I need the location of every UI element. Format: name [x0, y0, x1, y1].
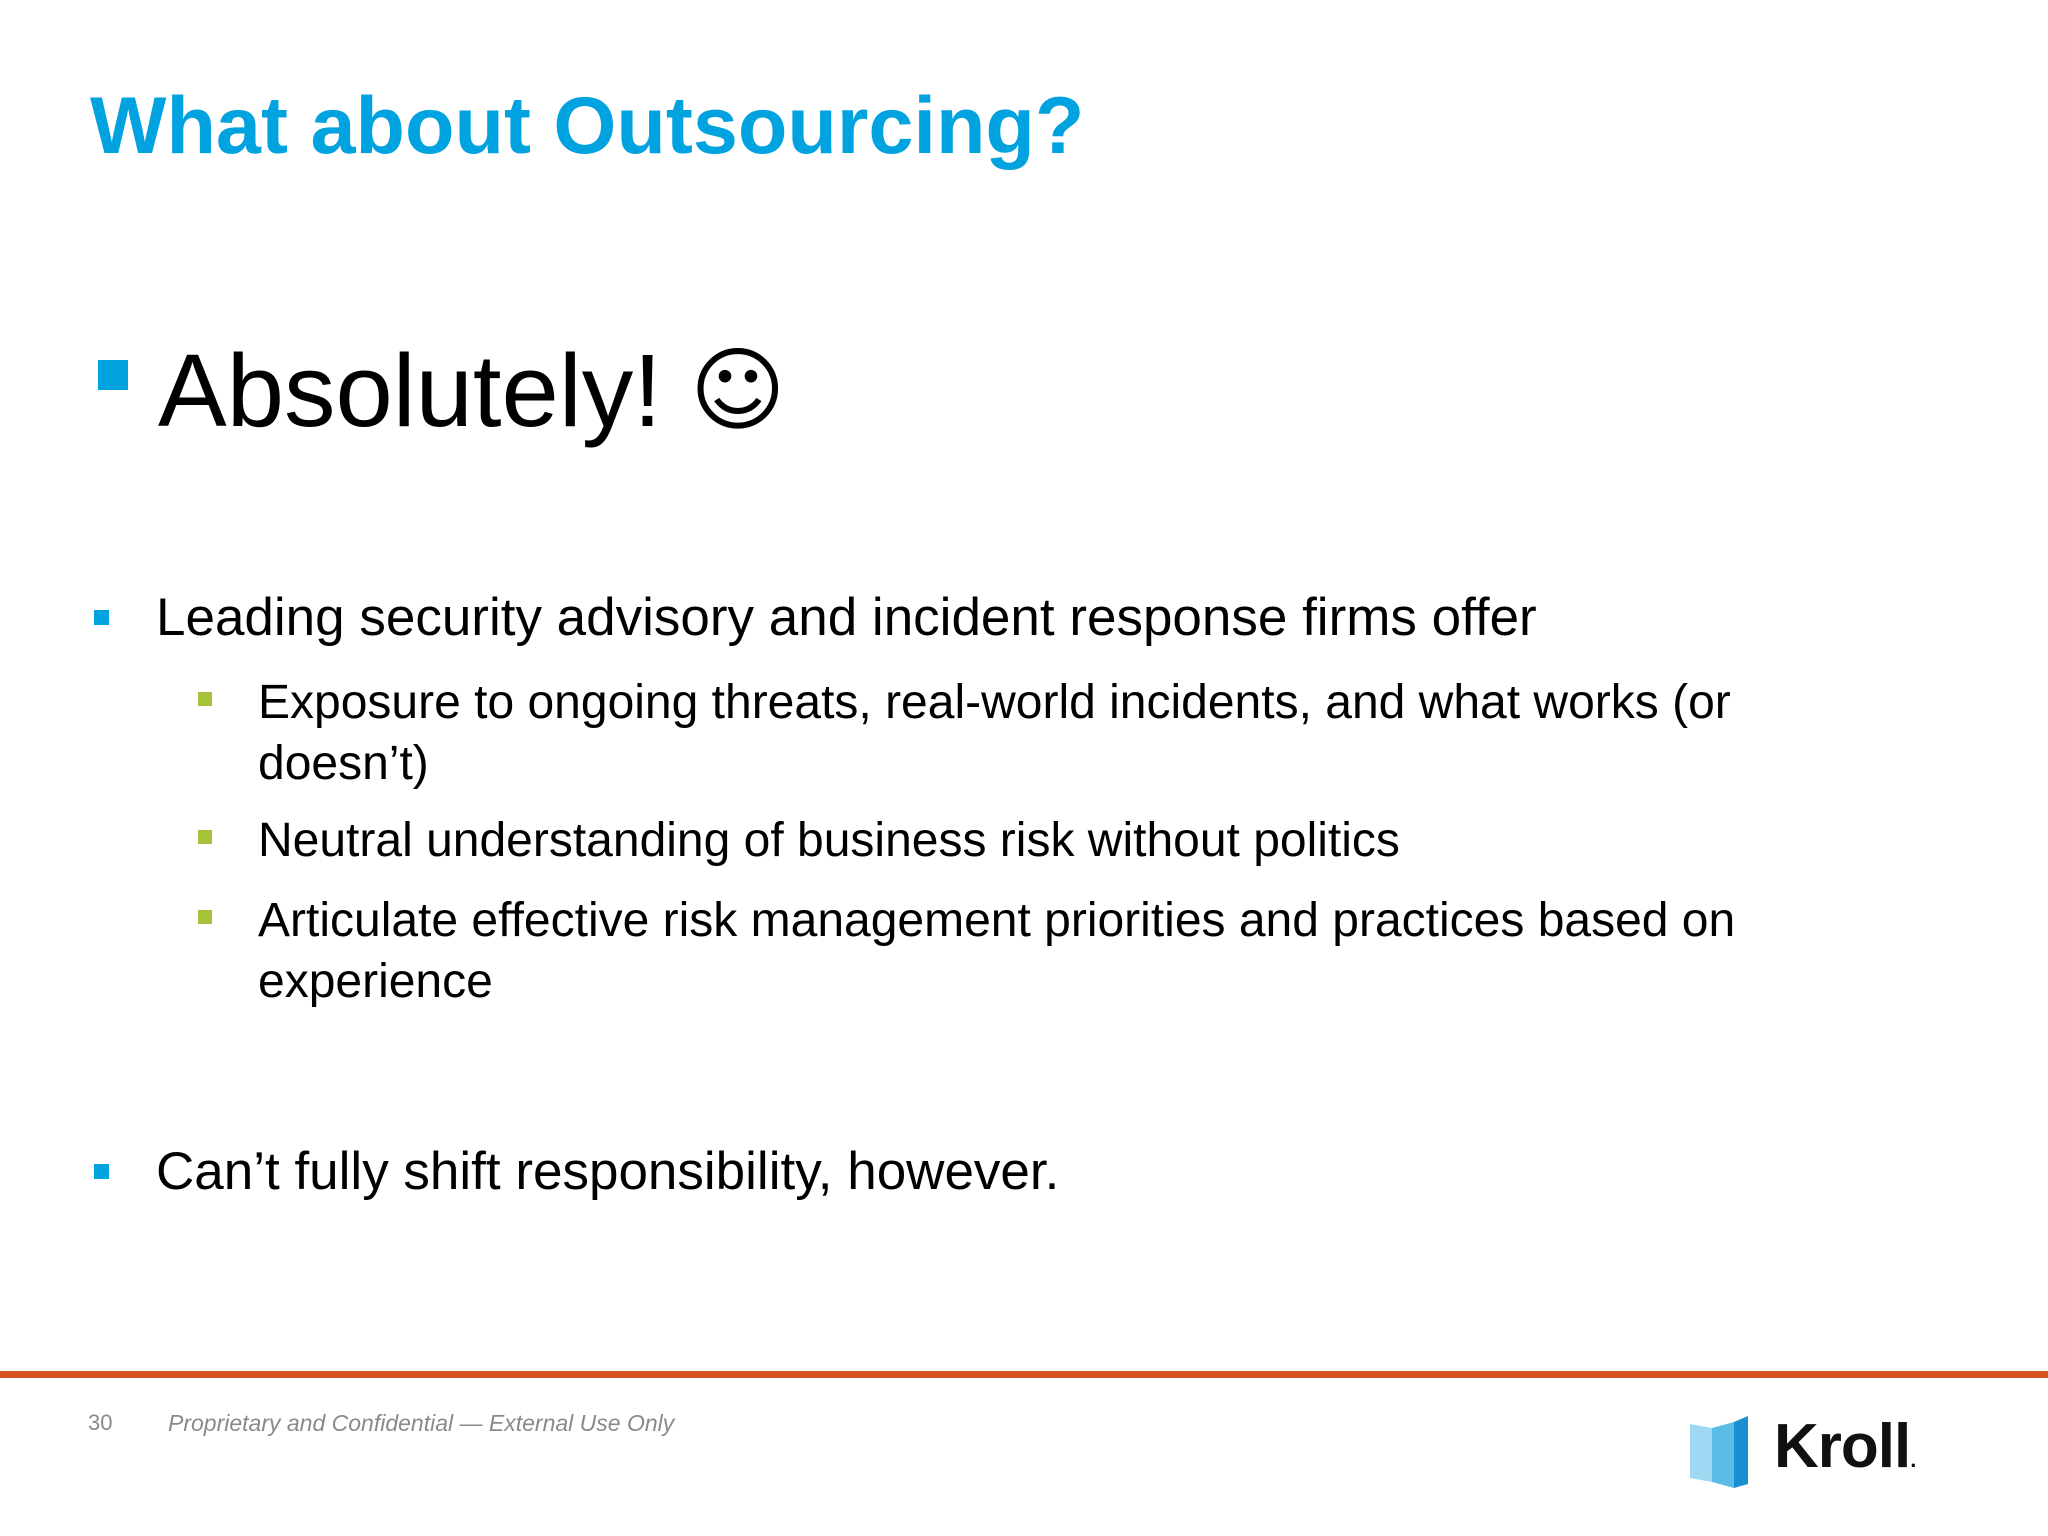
confidentiality-notice: Proprietary and Confidential — External Use Only [168, 1410, 675, 1436]
page-number: 30 [88, 1410, 113, 1435]
kroll-logo-icon [1690, 1410, 1760, 1490]
slide-title: What about Outsourcing? [90, 81, 1085, 171]
kroll-wordmark [1774, 1412, 1916, 1481]
footer-divider [0, 1371, 2048, 1378]
sub-bullet-square [198, 910, 212, 924]
sub-bullet-square [198, 692, 212, 706]
bullet-square [94, 1164, 109, 1179]
bullet-square [94, 610, 109, 625]
bullet-square [98, 360, 128, 390]
sub-bullet-text: Articulate effective risk management priorities and practices based on experience [258, 894, 1736, 1008]
kroll-wordmark-text: Kroll [1774, 1412, 1911, 1481]
sub-bullet-text: Neutral understanding of business risk without politics [258, 814, 1400, 867]
sub-bullet-square [198, 830, 212, 844]
headline-label: Absolutely! [158, 333, 662, 448]
bullet-text: Leading security advisory and incident response firms offer [156, 588, 1537, 647]
kroll-wordmark-dot: . [1910, 1447, 1916, 1472]
kroll-logo [1690, 1410, 1920, 1490]
headline-text [158, 332, 786, 450]
sub-bullet-text: Exposure to ongoing threats, real-world incidents, and what works (or doesn’t) [258, 676, 1731, 790]
bullet-text: Can’t fully shift responsibility, however. [156, 1142, 1060, 1201]
smiley-icon: ☺ [689, 337, 786, 444]
